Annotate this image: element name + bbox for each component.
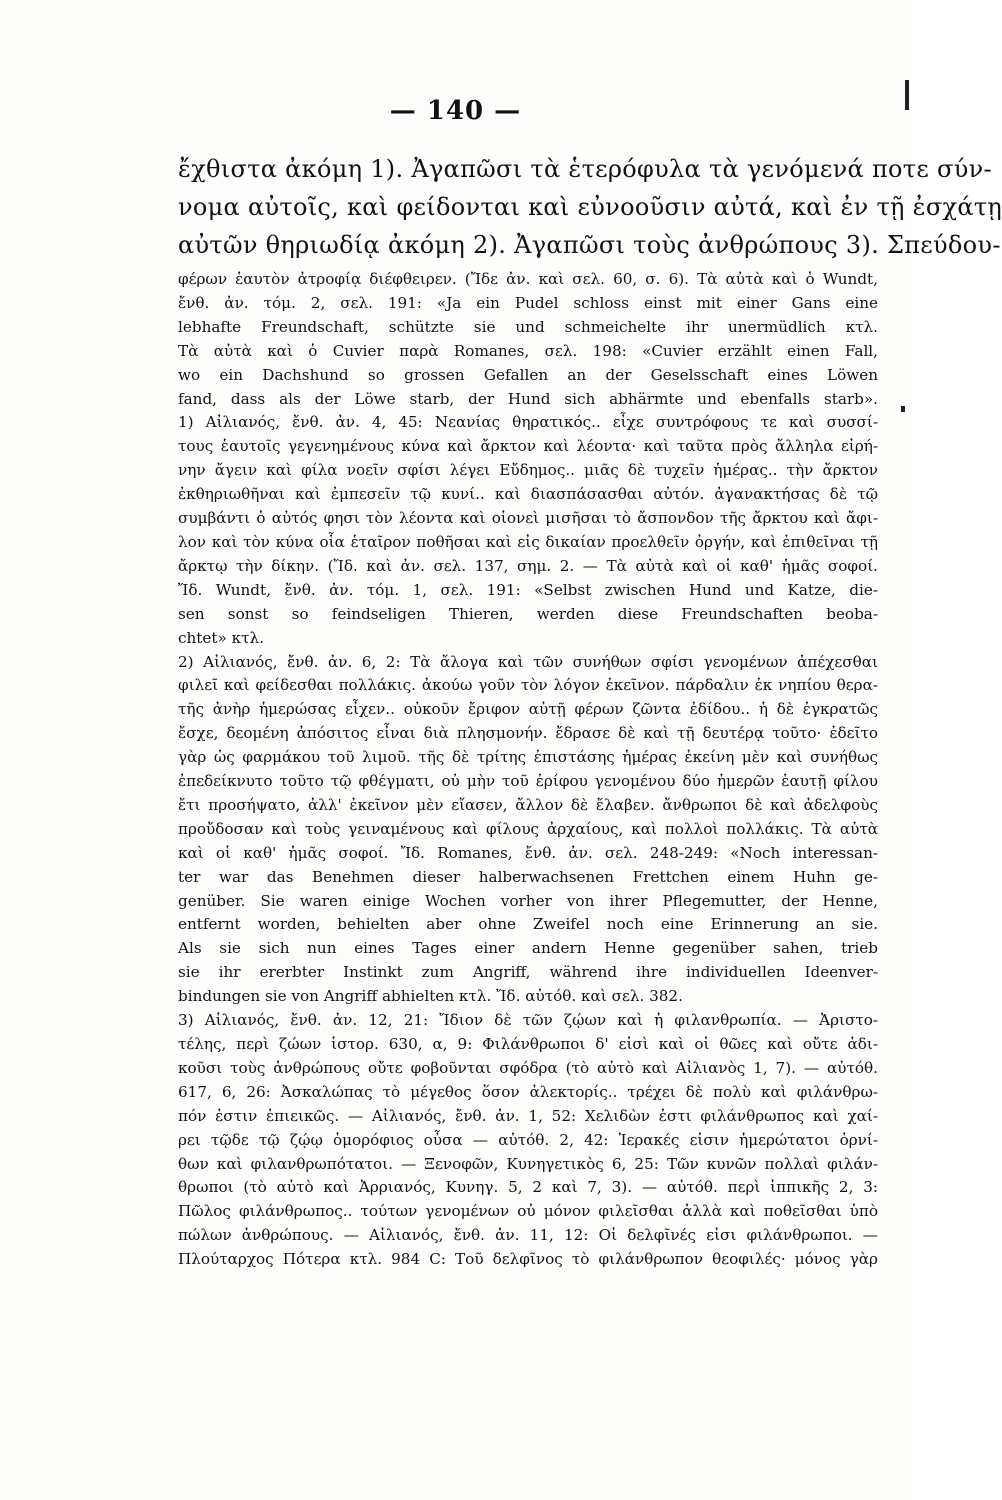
note-line: κοῦσι τοὺς ἀνθρώπους οὔτε φοβοῦνται σφόδρα (τὸ αὐτὸ καὶ Αἰλιανὸς 1, 7). — αὐτόθ. bbox=[178, 1058, 878, 1077]
footnote-3-line: 3) Αἰλιανός, ἔνθ. ἀν. 12, 21: Ἴδιον δὲ τῶν ζῴων καὶ ἡ φιλανθρωπία. — Ἀριστο- bbox=[178, 1011, 878, 1030]
note-line: wo ein Dachshund so grossen Gefallen an der Geselsschaft eines Löwen bbox=[178, 365, 878, 384]
main-line: αὐτῶν θηριωδίᾳ ἀκόμη 2). Ἀγαπῶσι τοὺς ἀνθρώπους 3). Σπεύδου- bbox=[178, 231, 1001, 259]
main-line: ἔχθιστα ἀκόμη 1). Ἀγαπῶσι τὰ ἑτερόφυλα τὰ γενόμενά ποτε σύν- bbox=[178, 155, 992, 183]
note-line: Πῶλος φιλάνθρωπος.. τούτων γενομένων οὐ μόνον φιλεῖσθαι ἀλλὰ καὶ ποθεῖσθαι ὑπὸ bbox=[178, 1202, 878, 1221]
note-line: Τὰ αὐτὰ καὶ ὁ Cuvier παρὰ Romanes, σελ. 198: «Cuvier erzählt einen Fall, bbox=[178, 341, 878, 360]
main-paragraph bbox=[178, 150, 1002, 264]
note-line: φιλεῖ καὶ φείδεσθαι πολλάκις. ἀκούω γοῦν τὸν λόγον ἐκεῖνον. πάρδαλιν ἐκ νηπίου θερα- bbox=[178, 676, 878, 695]
page-number: — 140 — bbox=[389, 96, 522, 126]
note-line: 617, 6, 26: Ἀσκαλώπας τὸ μέγεθος ὅσον ἀλεκτορίς.. τρέχει δὲ πολὺ καὶ φιλάνθρω- bbox=[178, 1082, 878, 1101]
note-line: ἔσχε, δεομένη ἀπόσιτος εἶναι διὰ πλησμονήν. ἔδρασε δὲ καὶ τῇ δευτέρᾳ τοῦτο· ἐδεῖτο bbox=[178, 724, 878, 743]
note-line: φέρων ἑαυτὸν ἀτροφίᾳ διέφθειρεν. (Ἴδε ἀν. καὶ σελ. 60, σ. 6). Τὰ αὐτὰ καὶ ὁ Wundt, bbox=[178, 270, 878, 288]
note-line: γὰρ ὡς φαρμάκου τοῦ λιμοῦ. τῆς δὲ τρίτης ἐπιστάσης ἡμέρας ἐκείνη μὲν καὶ συνήθως bbox=[178, 748, 878, 767]
note-line: πώλων ἀνθρώπους. — Αἰλιανός, ἔνθ. ἀν. 11, 12: Οἱ δελφῖνές εἰσι φιλάνθρωποι. — bbox=[178, 1226, 878, 1245]
note-line: προὔδοσαν καὶ τοὺς γειναμένους καὶ φίλους ἀρχαίους, καὶ πολλοὶ πολλάκις. Τὰ αὐτὰ bbox=[178, 819, 878, 838]
note-line: ἔτι προσήψατο, ἀλλ' ἐκεῖνον μὲν εἴασεν, ἄλλον δὲ ἔλαβεν. ἄνθρωποι δὲ καὶ ἀδελφοὺς bbox=[178, 795, 878, 814]
note-line: λον καὶ τὸν κύνα οἷα ἑταῖρον ποθῆσαι καὶ εἰς δικαίαν προελθεῖν ὀργήν, καὶ ἐπιθεῖναι τῇ bbox=[178, 532, 878, 551]
note-line: θων καὶ φιλανθρωπότατοι. — Ξενοφῶν, Κυνηγετικὸς 6, 25: Τῶν κυνῶν πολλαὶ φιλάν- bbox=[178, 1154, 878, 1173]
main-line: νομα αὐτοῖς, καὶ φείδονται καὶ εὐνοοῦσιν αὐτά, καὶ ἐν τῇ ἐσχάτῃ bbox=[178, 193, 1002, 221]
note-line: ἄρκτῳ τὴν δίκην. (Ἴδ. καὶ ἀν. σελ. 137, σημ. 2. — Τὰ αὐτὰ καὶ οἱ καθ' ἡμᾶς σοφοί. bbox=[178, 556, 878, 575]
footnote-1-line: 1) Αἰλιανός, ἔνθ. ἀν. 4, 45: Νεανίας θηρατικός.. εἶχε συντρόφους τε καὶ συσσί- bbox=[178, 413, 878, 432]
note-line: Ἴδ. Wundt, ἔνθ. ἀν. τόμ. 1, σελ. 191: «Selbst zwischen Hund und Katze, die- bbox=[178, 580, 878, 599]
note-line: Πλούταρχος Πότερα κτλ. 984 C: Τοῦ δελφῖνος τὸ φιλάνθρωπον θεοφιλές· μόνος γὰρ bbox=[178, 1250, 878, 1269]
note-line: τῆς ἀνὴρ ἡμερώσας εἶχεν.. οὐκοῦν ἔριφον αὐτῇ φέρων ζῶντα ἐδίδου.. ἡ δὲ ἐγκρατῶς bbox=[178, 700, 878, 719]
note-line: ἐκθηριωθῆναι καὶ ἐμπεσεῖν τῷ κυνί.. καὶ διασπάσασθαι αὐτόν. ἀγανακτήσας δὲ τῷ bbox=[178, 485, 878, 504]
note-line: Als sie sich nun eines Tages einer andern Henne gegenüber sahen, trieb bbox=[178, 939, 878, 958]
note-line: genüber. Sie waren einige Wochen vorher von ihrer Pflegemutter, der Henne, bbox=[178, 891, 878, 910]
note-line: νην ἄγειν καὶ φίλα νοεῖν σφίσι λέγει Εὔδημος.. μιᾶς δὲ τυχεῖν ἡμέρας.. τὴν ἄρκτον bbox=[178, 461, 878, 480]
note-line: sie ihr ererbter Instinkt zum Angriff, während ihre individuellen Ideenver- bbox=[178, 963, 878, 982]
note-line: sen sonst so feindseligen Thieren, werden diese Freundschaften beoba- bbox=[178, 604, 878, 623]
note-line: θρωποι (τὸ αὐτὸ καὶ Ἀρριανός, Κυνηγ. 5, 2 καὶ 7, 3). — αὐτόθ. περὶ ἱππικῆς 2, 3: bbox=[178, 1178, 878, 1197]
note-line: lebhafte Freundschaft, schützte sie und schmeichelte ihr unermüdlich κτλ. bbox=[178, 317, 878, 336]
note-line: fand, dass als der Löwe starb, der Hund sich abhärmte und ebenfalls starb». bbox=[178, 389, 878, 408]
note-line: τους ἑαυτοῖς γεγενημένους κύνα καὶ ἄρκτον καὶ λέοντα· καὶ ταῦτα πρὸς ἄλληλα εἰρή- bbox=[178, 437, 878, 456]
note-line: ter war das Benehmen dieser halberwachsenen Frettchen einem Huhn ge- bbox=[178, 867, 878, 886]
note-line: συμβάντι ὁ αὐτός φησι τὸν λέοντα καὶ οἱονεὶ μισῆσαι τὸ ἄσπονδον τῆς ἄρκτου καὶ ἄφι- bbox=[178, 509, 878, 528]
scan-margin-mark bbox=[901, 406, 905, 412]
note-line: καὶ οἱ καθ' ἡμᾶς σοφοί. Ἴδ. Romanes, ἔνθ. ἀν. σελ. 248-249: «Noch interessan- bbox=[178, 843, 878, 862]
footnote-2-line: 2) Αἰλιανός, ἔνθ. ἀν. 6, 2: Τὰ ἄλογα καὶ τῶν συνήθων σφίσι γενομένων ἀπέχεσθαι bbox=[178, 652, 878, 671]
note-line: chtet» κτλ. bbox=[178, 628, 264, 647]
note-line: ρει τῷδε τῷ ζῴῳ ὁμορόφιος οὖσα — αὐτόθ. 2, 42: Ἱερακές εἰσιν ἡμερώτατοι ὀρνί- bbox=[178, 1130, 878, 1149]
note-line: bindungen sie von Angriff abhielten κτλ. Ἴδ. αὐτόθ. καὶ σελ. 382. bbox=[178, 987, 683, 1006]
footnotes bbox=[178, 268, 878, 1272]
note-line: entfernt worden, behielten aber ohne Zweifel noch eine Erinnerung an sie. bbox=[178, 915, 878, 934]
note-line: τέλης, περὶ ζώων ἱστορ. 630, α, 9: Φιλάνθρωποι δ' εἰσὶ καὶ οἱ θῶες καὶ οὔτε ἀδι- bbox=[178, 1035, 878, 1053]
note-line: πόν ἐστιν ἐπιεικῶς. — Αἰλιανός, ἔνθ. ἀν. 1, 52: Χελιδὼν ἐστι φιλάνθρωπος καὶ χαί- bbox=[178, 1106, 878, 1125]
note-line: ἔνθ. ἀν. τόμ. 2, σελ. 191: «Ja ein Pudel schloss einst mit einer Gans eine bbox=[178, 293, 878, 312]
note-line: ἐπεδείκνυτο τοῦτο τῷ φθέγματι, οὐ μὴν τοῦ ἐρίφου γενομένου δύο ἡμερῶν ἑαυτῇ φίλου bbox=[178, 772, 878, 791]
